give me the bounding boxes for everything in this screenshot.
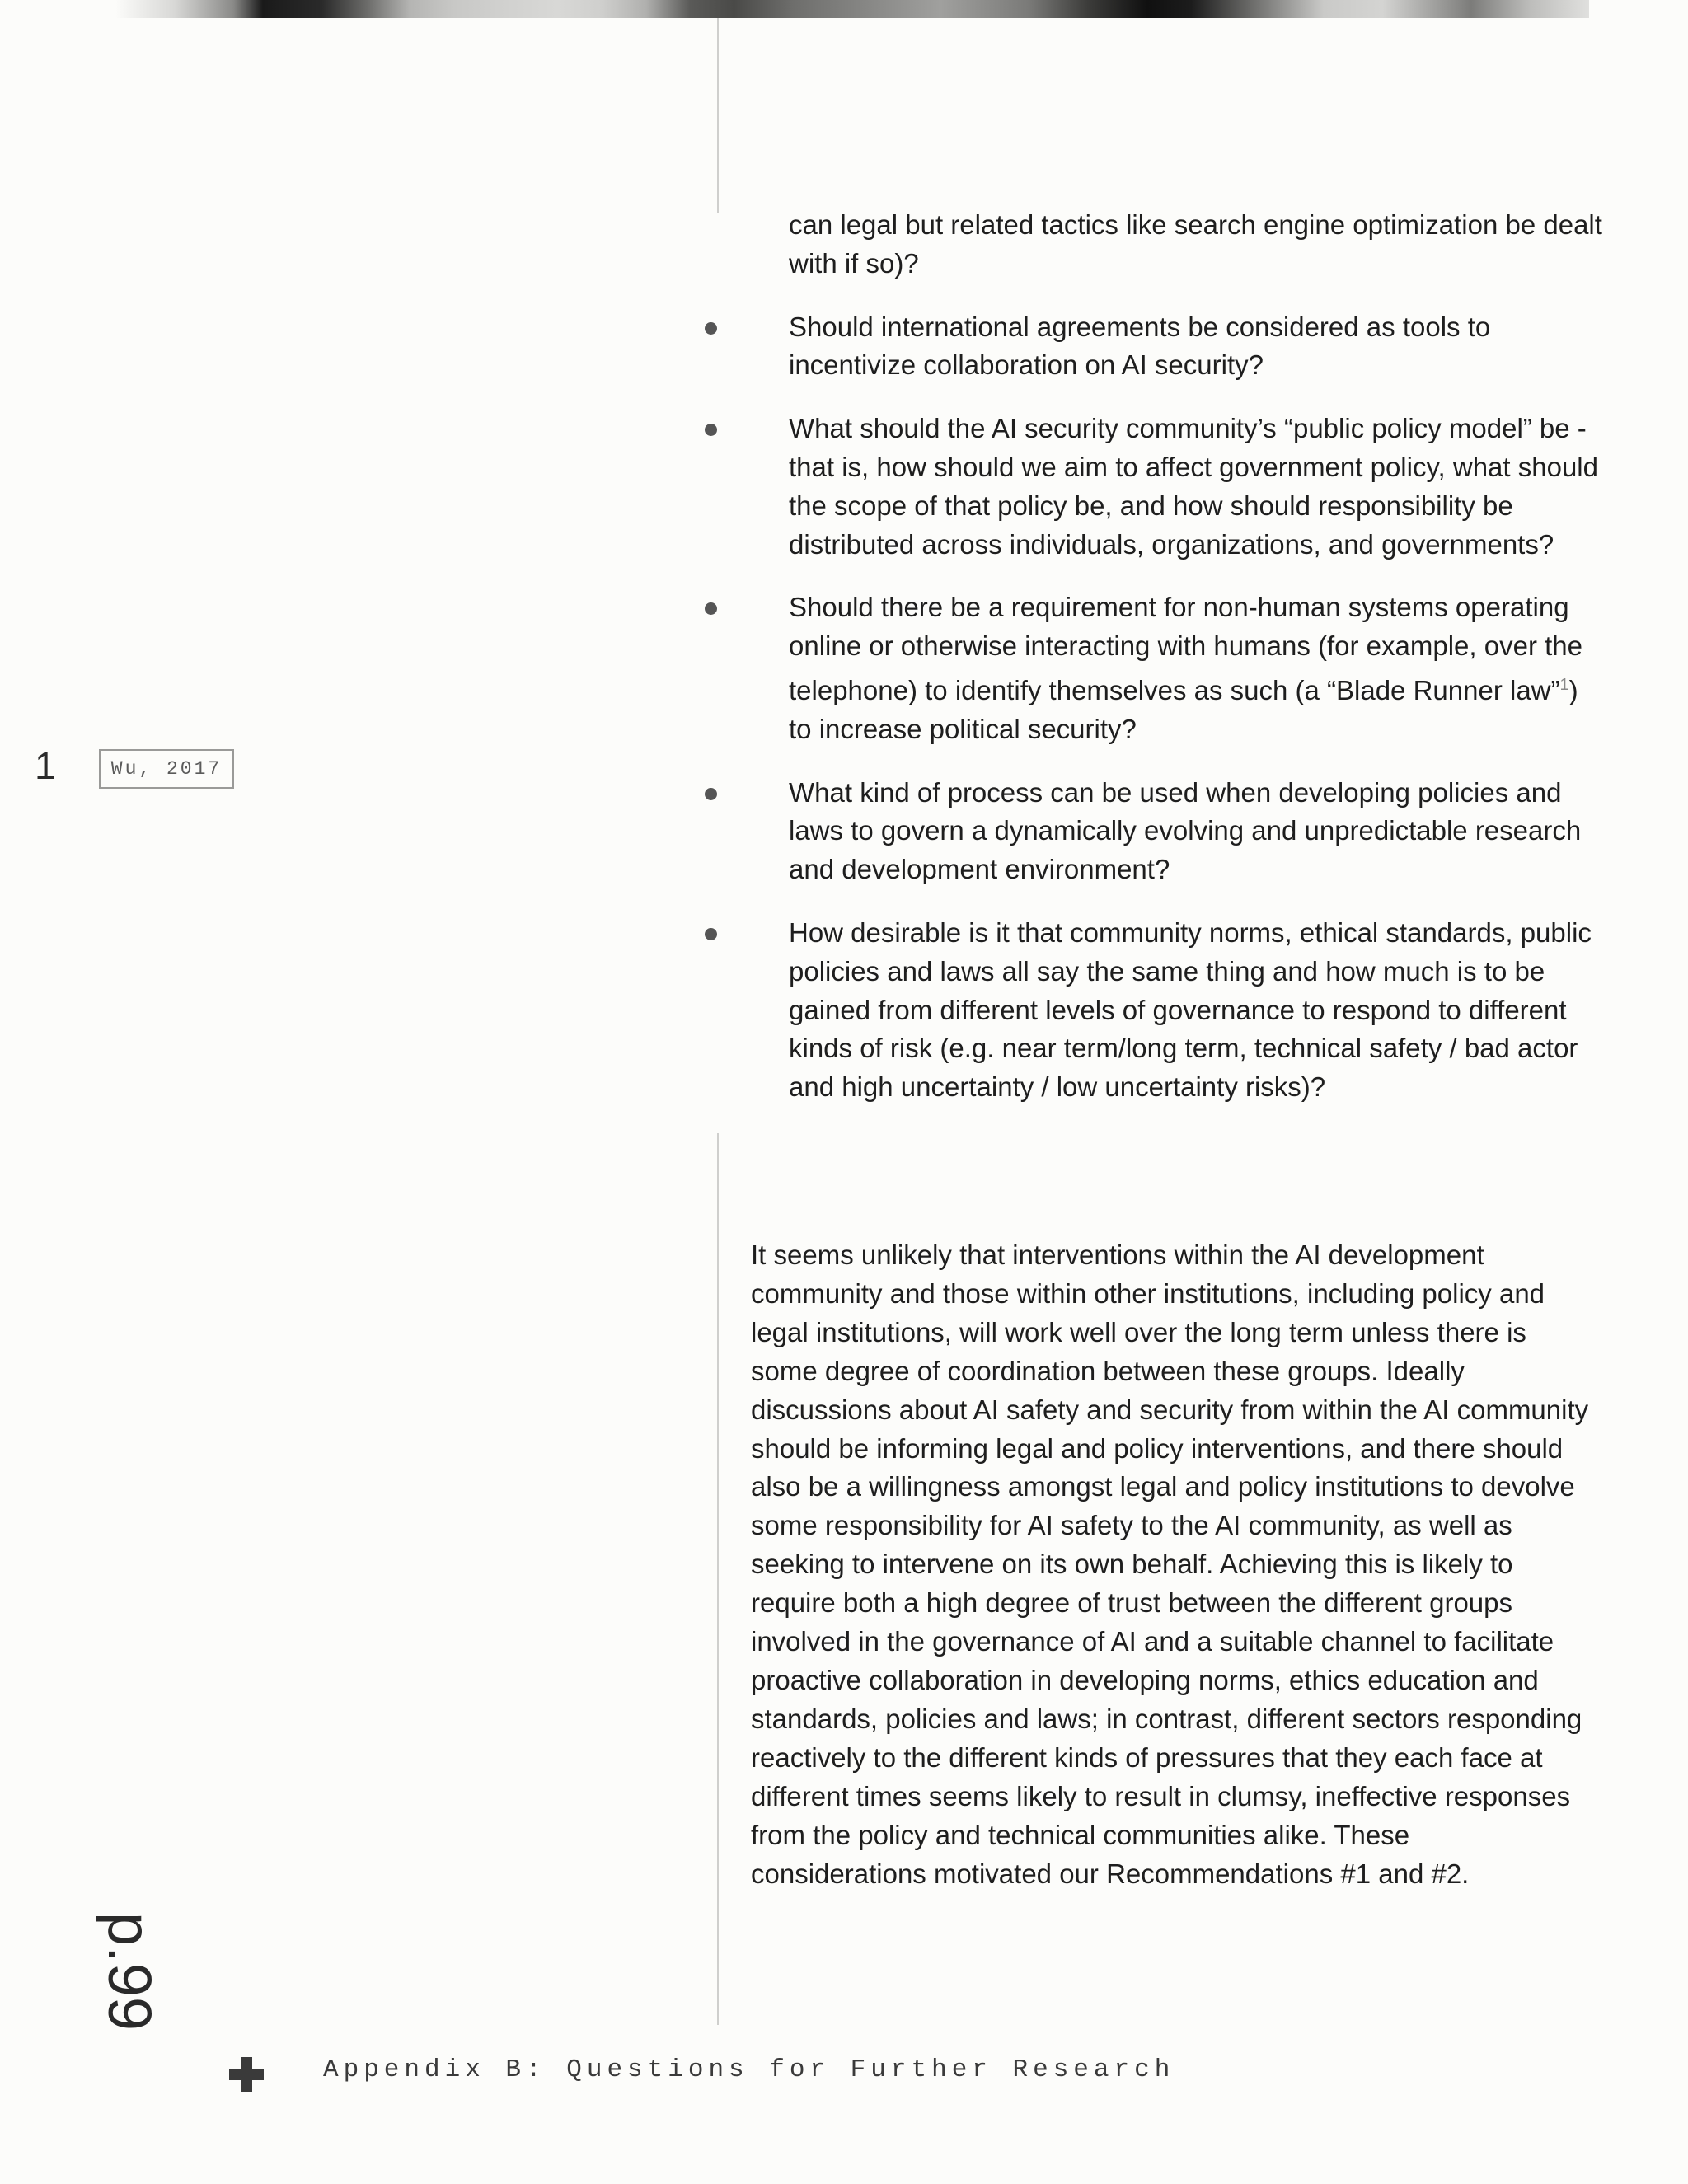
column-divider-top: [717, 18, 719, 213]
footnote-marker[interactable]: 1: [1559, 675, 1569, 694]
bullet-dot-icon: [705, 424, 717, 436]
plus-icon: [229, 2057, 264, 2092]
bullet-dot-icon: [705, 322, 717, 335]
question-text: can legal but related tactics like search engine optimization be dealt with if so)?: [789, 209, 1602, 279]
questions-list: [701, 206, 1607, 1132]
question-text: Should international agreements be considered as tools to incentivize collaboration on AI security?: [789, 311, 1491, 381]
bullet-dot-icon: [705, 602, 717, 615]
question-text-cont: ) to increase political security?: [789, 674, 1578, 744]
list-item: [701, 588, 1607, 748]
page-number: p.99: [96, 1912, 164, 2032]
margin-note-number: 1: [35, 744, 56, 787]
question-text: What should the AI security community’s “public policy model” be - that is, how should we aim to affect government policy, what should the scope of that policy be, and how should responsibility be distributed across individuals, organizations, and governments?: [789, 413, 1598, 560]
question-text: How desirable is it that community norms, ethical standards, public policies and laws all say the same thing and how much is to be gained from different levels of governance to respond to different kinds of risk (e.g. near term/long term, technical safety / bad actor and high uncertainty / low uncertainty risks)?: [789, 916, 1592, 1103]
question-text: Should there be a requirement for non-human systems operating online or otherwise interacting with humans (for example, over the telephone) to identify themselves as such (a “Blade Runner law”: [789, 592, 1582, 705]
top-gradient-bar: [115, 0, 1589, 18]
column-divider-bottom: [717, 1133, 719, 2025]
margin-note-citation: Wu, 2017: [99, 749, 234, 789]
list-item: [701, 206, 1607, 284]
bullet-dot-icon: [705, 788, 717, 800]
list-item: [701, 410, 1607, 564]
section-title: Appendix B: Questions for Further Research: [323, 2055, 1175, 2084]
list-item: [701, 774, 1607, 889]
body-paragraph: It seems unlikely that interventions within the AI development community and those within other institutions, including policy and legal institutions, will work well over the long term unless there is some degree of coordination between these groups. Ideally discussions about AI safety and security from within the AI community should be informing legal and policy interventions, and there should also be a willingness amongst legal and policy institutions to devolve some responsibility for AI safety to the AI community, as well as seeking to intervene on its own behalf. Achieving this is likely to require both a high degree of trust between the different groups involved in the governance of AI and a suitable channel to facilitate proactive collaboration in developing norms, ethics education and standards, policies and laws; in contrast, different sectors responding reactively to the different kinds of pressures that they each face at different times seems likely to result in clumsy, ineffective responses from the policy and technical communities alike. These considerations motivated our Recommendations #1 and #2.: [751, 1240, 1589, 1889]
list-item: [701, 308, 1607, 386]
question-text: What kind of process can be used when developing policies and laws to govern a dynamically evolving and unpredictable research and development environment?: [789, 776, 1582, 885]
bullet-dot-icon: [705, 928, 717, 940]
list-item: [701, 914, 1607, 1107]
